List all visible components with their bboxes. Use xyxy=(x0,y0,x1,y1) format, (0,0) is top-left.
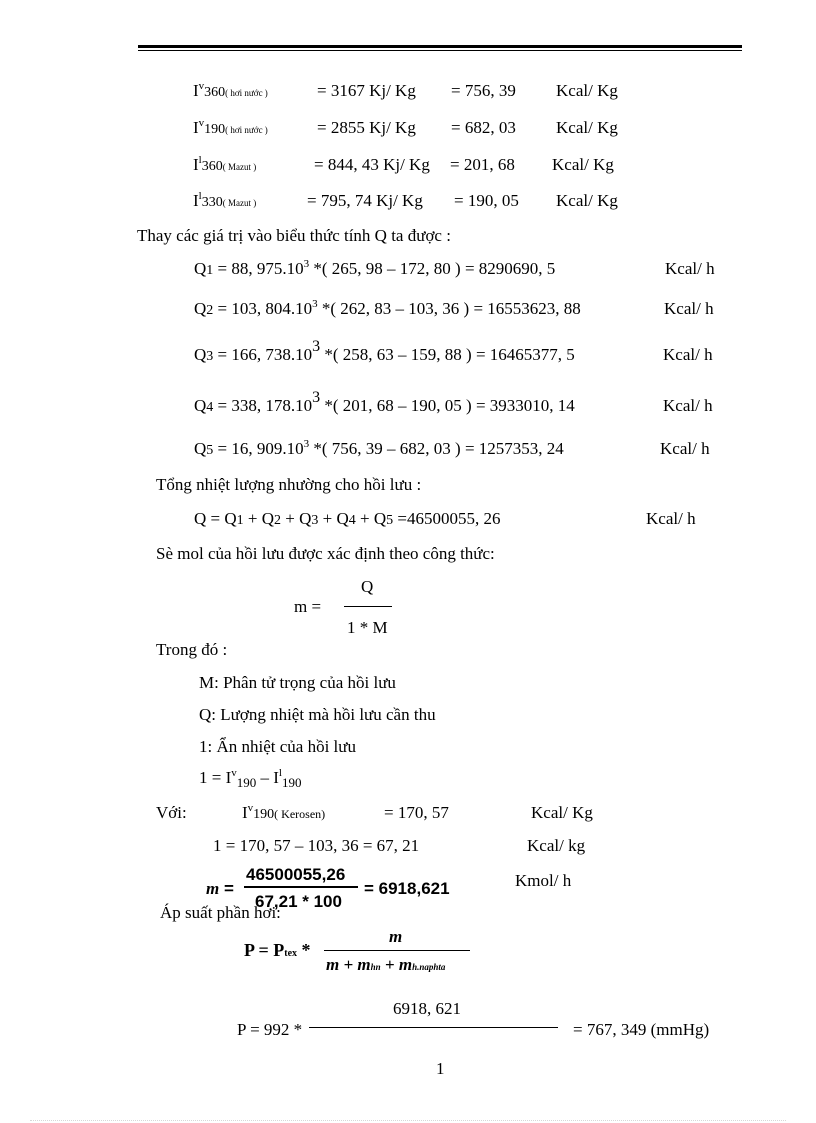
mol-formula-lhs: m = xyxy=(294,597,322,616)
page-number: 1 xyxy=(436,1059,445,1078)
enthalpy-unit: Kcal/ Kg xyxy=(556,81,618,100)
m-calc-result: = 6918,621 xyxy=(364,879,450,898)
q-unit: Kcal/ h xyxy=(663,396,713,415)
m-calc-num: 46500055,26 xyxy=(246,865,346,884)
trong-do-label: Trong đó : xyxy=(156,640,228,659)
definition-item: 1: Ẩn nhiệt của hồi lưu xyxy=(199,737,356,756)
voi-symbol: $I^v190$( Kerosen) xyxy=(242,802,326,822)
enthalpy-kj: = 2855 Kj/ Kg xyxy=(317,118,416,137)
fraction-bar xyxy=(324,950,470,951)
q-row: Q4 = 338, 178.103 *( 201, 68 – 190, 05 ) = 3933010, 14 xyxy=(194,389,575,415)
p-calc-result: = 767, 349 (mmHg) xyxy=(573,1020,710,1039)
p-calc-num: 6918, 621 xyxy=(393,999,461,1018)
partial-heading: Áp suất phần hơi: xyxy=(160,903,281,922)
enthalpy-row: $I^v190$( hơi nước ) xyxy=(193,117,268,137)
definition-item: Q: Lượng nhiệt mà hồi lưu cần thu xyxy=(199,705,436,724)
enthalpy-kcal: = 201, 68 xyxy=(450,155,515,174)
q-row: Q1 = 88, 975.10$^3$ *( 265, 98 – 172, 80 ) = 8290690, 5 xyxy=(194,258,556,278)
fraction-bar xyxy=(244,886,358,888)
page-bottom-border xyxy=(30,1120,786,1121)
enthalpy-kj: = 795, 74 Kj/ Kg xyxy=(307,191,423,210)
q-unit: Kcal/ h xyxy=(664,299,714,318)
header-rule-thick xyxy=(138,45,742,48)
voi-unit: Kcal/ Kg xyxy=(531,803,593,822)
p-formula-num: m xyxy=(389,927,403,946)
header-rule-thin xyxy=(138,50,742,51)
enthalpy-kcal: = 682, 03 xyxy=(451,118,516,137)
lambda-calc-unit: Kcal/ kg xyxy=(527,836,586,855)
m-calc-lhs: m = xyxy=(206,879,234,898)
q-unit: Kcal/ h xyxy=(660,439,710,458)
enthalpy-kcal: = 756, 39 xyxy=(451,81,516,100)
fraction-bar xyxy=(309,1027,558,1028)
enthalpy-kcal: = 190, 05 xyxy=(454,191,519,210)
fraction-bar xyxy=(344,606,392,607)
p-formula-den: m + mhn + mh.naphta xyxy=(326,955,446,974)
mol-formula-den: 1 * M xyxy=(347,618,388,637)
enthalpy-row: $I^l360$( Mazut ) xyxy=(193,154,257,174)
lambda-calc: 1 = 170, 57 – 103, 36 = 67, 21 xyxy=(213,836,420,855)
enthalpy-unit: Kcal/ Kg xyxy=(556,118,618,137)
q-row: Q5 = 16, 909.10$^3$ *( 756, 39 – 682, 03 ) = 1257353, 24 xyxy=(194,438,564,458)
mol-heading: Sè mol của hồi lưu được xác định theo công thức: xyxy=(156,544,495,563)
enthalpy-kj: = 3167 Kj/ Kg xyxy=(317,81,416,100)
mol-formula-num: Q xyxy=(361,577,374,596)
p-formula-lhs: P = Ptex * xyxy=(244,940,311,960)
total-heading: Tổng nhiệt lượng nhường cho hồi lưu : xyxy=(156,475,422,494)
q-row: Q3 = 166, 738.103 *( 258, 63 – 159, 88 ) = 16465377, 5 xyxy=(194,338,575,364)
q-unit: Kcal/ h xyxy=(665,259,715,278)
total-unit: Kcal/ h xyxy=(646,509,696,528)
enthalpy-unit: Kcal/ Kg xyxy=(552,155,614,174)
enthalpy-row: $I^l330$( Mazut ) xyxy=(193,190,257,210)
enthalpy-unit: Kcal/ Kg xyxy=(556,191,618,210)
q-row: Q2 = 103, 804.10$^3$ *( 262, 83 – 103, 36 ) = 16553623, 88 xyxy=(194,298,581,318)
enthalpy-row: $I^v360$( hơi nước ) xyxy=(193,80,268,100)
m-calc-den: 67,21 * 100 xyxy=(255,892,342,911)
lambda-equation: $1 = I^v_{190} - I^l_{190}$ xyxy=(199,767,302,790)
voi-label: Với: xyxy=(156,803,187,822)
definition-item: M: Phân tử trọng của hồi lưu xyxy=(199,673,396,692)
intro-text: Thay các giá trị vào biểu thức tính Q ta được : xyxy=(137,226,451,245)
total-equation: Q = Q1 + Q2 + Q3 + Q4 + Q5 =46500055, 26 xyxy=(194,509,501,528)
q-unit: Kcal/ h xyxy=(663,345,713,364)
enthalpy-kj: = 844, 43 Kj/ Kg xyxy=(314,155,430,174)
p-calc-lhs: P = 992 * xyxy=(237,1020,303,1039)
m-calc-unit: Kmol/ h xyxy=(515,871,572,890)
voi-value: = 170, 57 xyxy=(384,803,449,822)
